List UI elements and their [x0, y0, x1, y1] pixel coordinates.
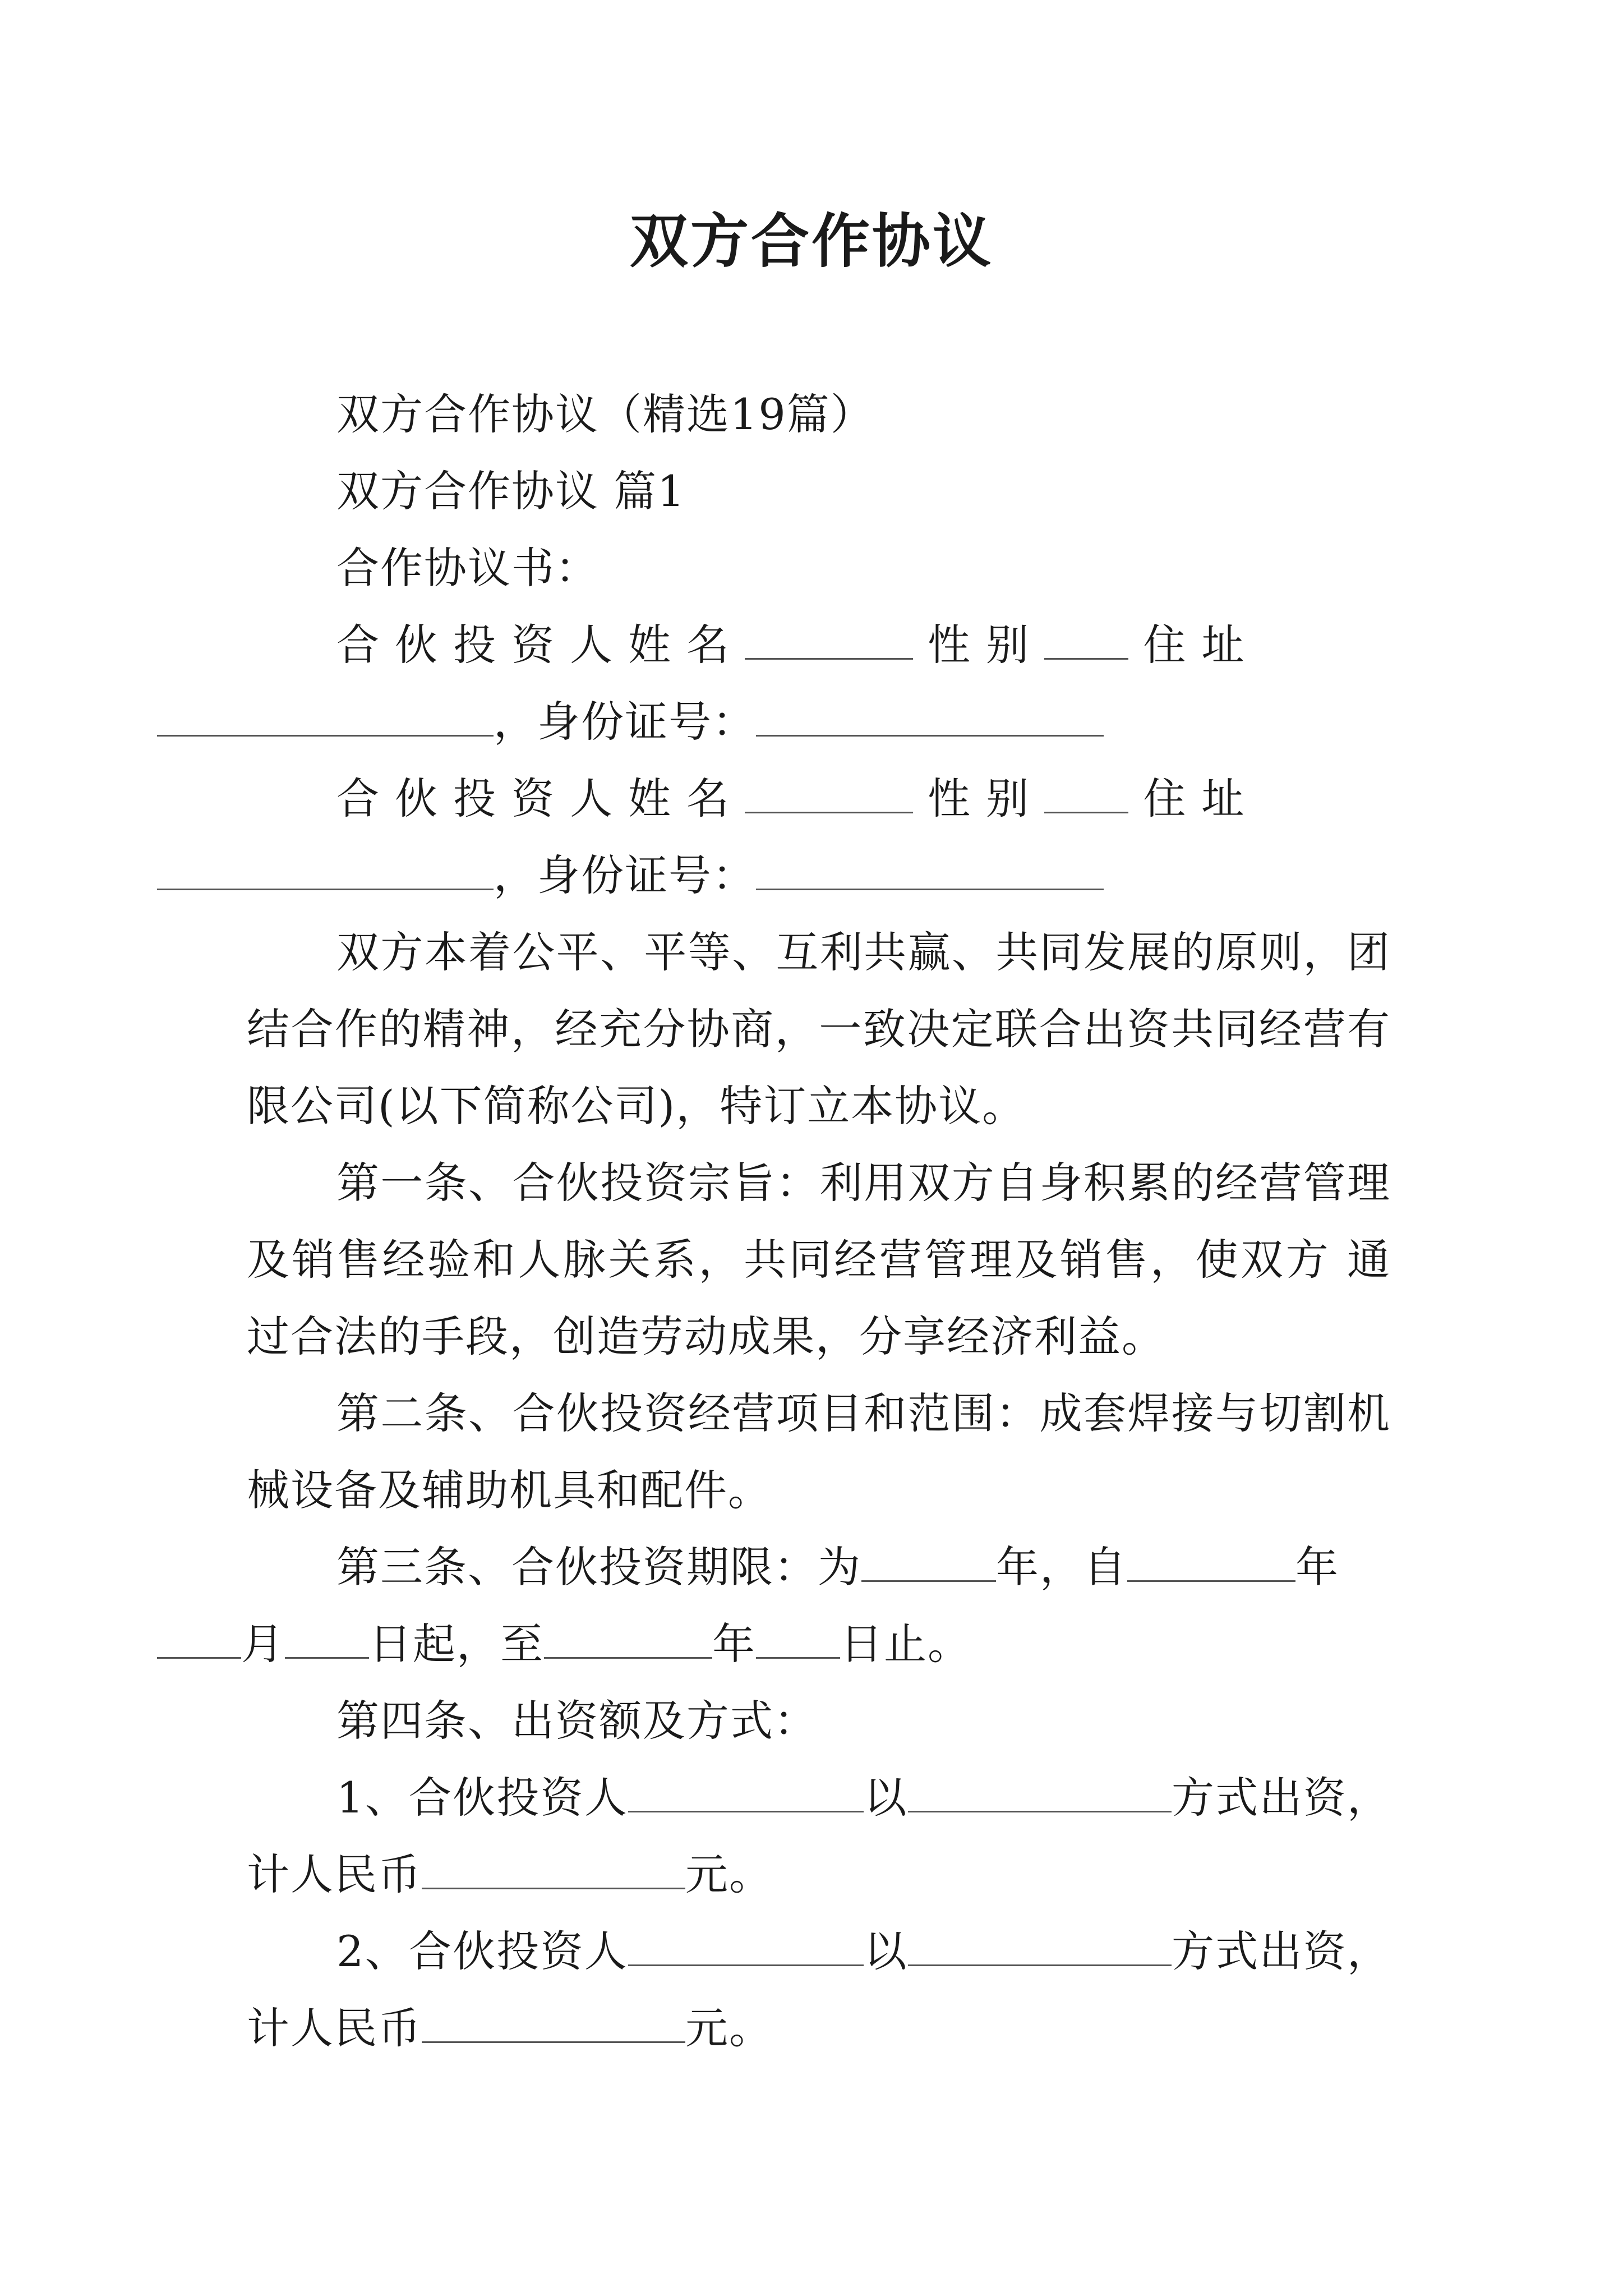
end-day-blank	[756, 1617, 840, 1659]
article-3-text: 月	[241, 1619, 285, 1669]
gender-blank	[1044, 618, 1128, 660]
address-blank	[157, 848, 494, 890]
item-text: 以	[864, 1773, 908, 1823]
address-label: 住址	[1143, 774, 1260, 823]
item-text: 方式出资，计人民币	[247, 1926, 1391, 2053]
subtitle: 双方合作协议（精选19篇）	[336, 389, 874, 439]
item-text: 2、合伙投资人	[336, 1926, 629, 1976]
address-label: 住址	[1143, 620, 1260, 670]
address-blank	[157, 694, 494, 737]
document-body	[241, 376, 1391, 2067]
contribution-item-1	[247, 1759, 1391, 1913]
start-month-blank	[157, 1617, 241, 1659]
item-text: 以	[864, 1926, 908, 1976]
gender-label: 性别	[928, 774, 1045, 823]
partner-2-info	[247, 760, 1391, 914]
item-text: 元。	[685, 1849, 773, 1899]
partner-blank	[628, 1770, 864, 1812]
item-text: 元。	[685, 2003, 773, 2053]
id-blank	[756, 848, 1104, 890]
article-3-text: 年	[1295, 1542, 1339, 1592]
id-label: ，身份证号：	[494, 850, 756, 900]
article-3-text: 日止。	[840, 1619, 971, 1669]
id-label: ，身份证号：	[494, 697, 756, 747]
doc-name: 合作协议书：	[336, 543, 599, 593]
contribution-item-2	[247, 1913, 1391, 2067]
article-3-text: 年	[712, 1619, 756, 1669]
article-3-text: 日起，至	[369, 1619, 544, 1669]
article-3	[241, 1529, 1391, 1682]
amount-blank	[422, 2001, 685, 2043]
name-blank	[745, 771, 913, 813]
article-1: 第一条、合伙投资宗旨：利用双方自身积累的经营管理及销售经验和人脉关系，共同经营管理及销售，使双方 通过合法的手段，创造劳动成果，分享经济利益。	[247, 1158, 1391, 1361]
intro-paragraph: 双方本着公平、平等、互利共赢、共同发展的原则，团结合作的精神，经充分协商，一致决定联合出资共同经营有限公司(以下简称公司)，特订立本协议。	[247, 927, 1391, 1131]
partner-name-label: 合伙投资人姓名	[336, 620, 745, 670]
partner-blank	[628, 1924, 864, 1966]
item-text: 方式出资，计人民币	[247, 1773, 1391, 1899]
name-blank	[745, 618, 913, 660]
start-year-blank	[1127, 1540, 1295, 1582]
years-blank	[861, 1540, 996, 1582]
gender-label: 性别	[928, 620, 1045, 670]
document-title: 双方合作协议	[629, 206, 993, 275]
section-heading: 双方合作协议 篇1	[336, 466, 686, 516]
id-blank	[756, 694, 1104, 737]
amount-blank	[422, 1847, 685, 1889]
item-text: 1、合伙投资人	[336, 1773, 629, 1823]
method-blank	[908, 1770, 1172, 1812]
article-3-text: 第三条、合伙投资期限：为	[336, 1542, 861, 1592]
article-4: 第四条、出资额及方式：	[336, 1696, 818, 1746]
method-blank	[908, 1924, 1172, 1966]
partner-1-info	[247, 606, 1391, 760]
end-year-blank	[544, 1617, 712, 1659]
article-2: 第二条、合伙投资经营项目和范围：成套焊接与切割机械设备及辅助机具和配件。	[247, 1388, 1391, 1515]
article-3-text: 年，自	[996, 1542, 1127, 1592]
start-day-blank	[285, 1617, 369, 1659]
gender-blank	[1044, 771, 1128, 813]
partner-name-label: 合伙投资人姓名	[336, 774, 745, 823]
